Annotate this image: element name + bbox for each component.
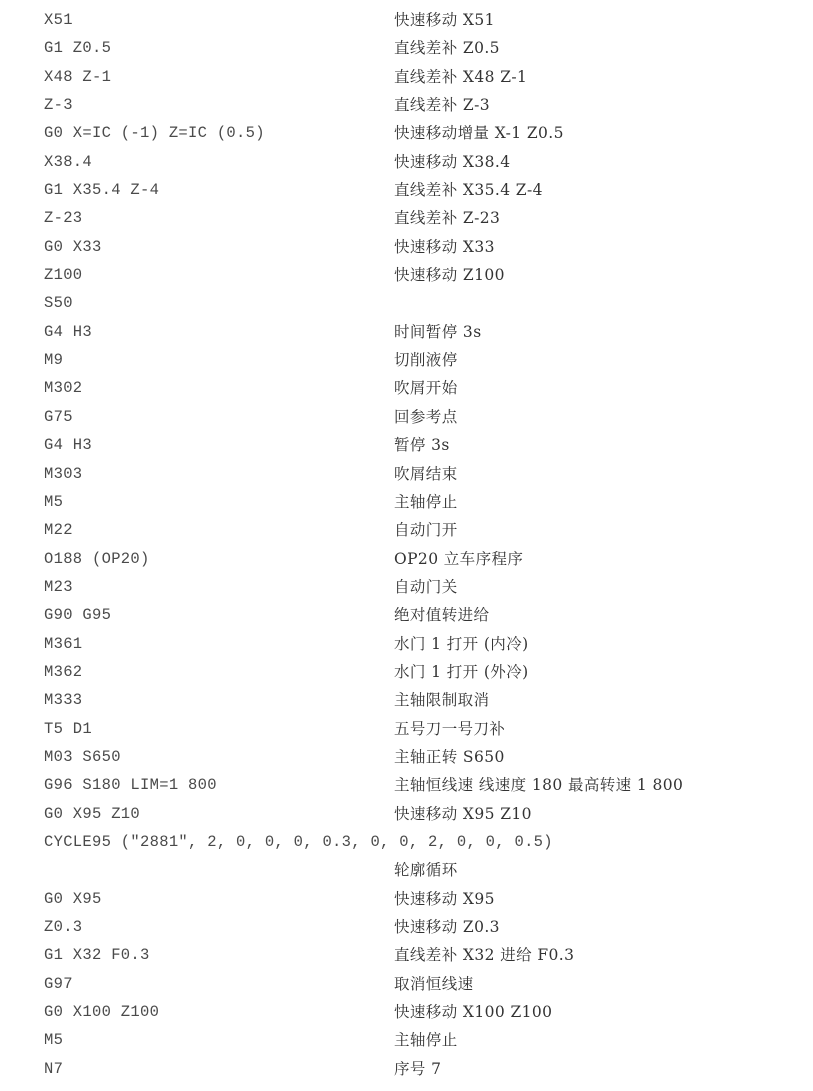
nc-code: N7: [44, 1059, 64, 1078]
nc-code: G90 G95: [44, 606, 112, 625]
program-line: [44, 545, 804, 573]
nc-comment: 主轴停止: [394, 492, 458, 511]
nc-comment: 快速移动 X95 Z10: [394, 804, 532, 823]
program-line: [44, 431, 804, 459]
nc-code: G4 H3: [44, 436, 93, 455]
nc-comment: 暂停 3s: [394, 436, 450, 455]
nc-code: G1 X32 F0.3: [44, 946, 150, 965]
nc-code: S50: [44, 294, 73, 313]
nc-code: G75: [44, 407, 73, 426]
program-line: [44, 289, 804, 317]
program-line: [44, 885, 804, 913]
nc-code: Z-3: [44, 96, 73, 115]
nc-comment: 主轴正转 S650: [394, 747, 505, 766]
nc-code: CYCLE95 ("2881", 2, 0, 0, 0, 0.3, 0, 0, 2, 0, 0, 0.5): [44, 832, 553, 851]
nc-comment: 序号 7: [394, 1059, 442, 1078]
nc-comment: 直线差补 X32 进给 F0.3: [394, 946, 575, 965]
nc-comment: 自动门关: [394, 577, 458, 596]
nc-code: G97: [44, 974, 73, 993]
nc-code: X48 Z-1: [44, 67, 112, 86]
program-line: [44, 63, 804, 91]
nc-comment: 直线差补 Z-23: [394, 209, 501, 228]
nc-code: Z0.3: [44, 918, 83, 936]
program-line: [44, 856, 804, 884]
nc-comment: 时间暂停 3s: [394, 322, 482, 341]
program-line: [44, 828, 804, 856]
nc-comment: 取消恒线速: [394, 974, 474, 993]
nc-comment: 主轴停止: [394, 1031, 458, 1050]
nc-code: M22: [44, 521, 73, 540]
program-line: [44, 233, 804, 261]
program-line: [44, 686, 804, 714]
program-line: [44, 176, 804, 204]
nc-code: G1 Z0.5: [44, 39, 112, 58]
nc-code: Z-23: [44, 209, 83, 228]
nc-comment: 轮廓循环: [394, 861, 458, 880]
nc-code: M5: [44, 492, 64, 511]
nc-code: T5 D1: [44, 719, 93, 738]
nc-code: G4 H3: [44, 322, 93, 341]
nc-comment: 快速移动 Z0.3: [394, 918, 500, 936]
nc-comment: 快速移动 X33: [394, 237, 495, 256]
nc-code: O188 (OP20): [44, 549, 150, 568]
nc-comment: 主轴限制取消: [394, 691, 490, 710]
nc-code: M9: [44, 351, 64, 370]
nc-comment: 直线差补 Z0.5: [394, 39, 500, 58]
program-line: [44, 941, 804, 969]
nc-code: M303: [44, 464, 83, 483]
nc-code: Z100: [44, 266, 83, 285]
nc-code: G0 X33: [44, 237, 102, 256]
nc-comment: 水门 1 打开 (外冷): [394, 662, 529, 681]
nc-comment: 切削液停: [394, 351, 458, 370]
nc-comment: 主轴恒线速 线速度 180 最高转速 1 800: [394, 776, 684, 795]
program-line: [44, 261, 804, 289]
program-line: [44, 658, 804, 686]
program-line: [44, 913, 804, 941]
nc-code: G1 X35.4 Z-4: [44, 181, 160, 200]
nc-comment: 快速移动 X95: [394, 889, 495, 908]
program-line: [44, 1055, 804, 1083]
nc-code: M333: [44, 691, 83, 710]
nc-comment: 吹屑结束: [394, 464, 458, 483]
nc-comment: 水门 1 打开 (内冷): [394, 634, 529, 653]
program-line: [44, 800, 804, 828]
nc-comment: 快速移动 Z100: [394, 266, 505, 285]
program-line: [44, 91, 804, 119]
nc-program-listing: [44, 6, 804, 1083]
program-line: [44, 34, 804, 62]
program-line: [44, 403, 804, 431]
program-line: [44, 715, 804, 743]
nc-code: G0 X100 Z100: [44, 1003, 160, 1022]
program-line: [44, 516, 804, 544]
program-line: [44, 148, 804, 176]
program-line: [44, 573, 804, 601]
nc-code: M302: [44, 379, 83, 398]
program-line: [44, 998, 804, 1026]
nc-comment: 快速移动 X38.4: [394, 152, 511, 171]
nc-comment: 直线差补 X48 Z-1: [394, 67, 528, 86]
nc-code: G0 X=IC (-1) Z=IC (0.5): [44, 124, 265, 143]
nc-comment: 直线差补 X35.4 Z-4: [394, 181, 543, 200]
nc-code: M362: [44, 662, 83, 681]
program-line: [44, 374, 804, 402]
program-line: [44, 119, 804, 147]
program-line: [44, 771, 804, 799]
program-line: [44, 743, 804, 771]
program-line: [44, 488, 804, 516]
nc-code: M361: [44, 634, 83, 653]
nc-comment: 快速移动增量 X-1 Z0.5: [394, 124, 564, 143]
nc-comment: 五号刀一号刀补: [394, 719, 506, 738]
nc-comment: OP20 立车序程序: [394, 549, 524, 568]
program-line: [44, 630, 804, 658]
nc-comment: 快速移动 X51: [394, 11, 495, 29]
nc-code: M23: [44, 577, 73, 596]
program-line: [44, 460, 804, 488]
program-line: [44, 1026, 804, 1054]
nc-comment: 快速移动 X100 Z100: [394, 1003, 553, 1022]
nc-code: M5: [44, 1031, 64, 1050]
nc-code: G0 X95: [44, 889, 102, 908]
nc-code: G0 X95 Z10: [44, 804, 141, 823]
program-line: [44, 318, 804, 346]
nc-comment: 直线差补 Z-3: [394, 96, 490, 115]
nc-comment: 绝对值转进给: [394, 606, 490, 625]
nc-code: M03 S650: [44, 747, 121, 766]
nc-comment: 自动门开: [394, 521, 458, 540]
nc-comment: 回参考点: [394, 407, 458, 426]
nc-comment: 吹屑开始: [394, 379, 458, 398]
program-line: [44, 601, 804, 629]
program-line: [44, 346, 804, 374]
program-line: [44, 204, 804, 232]
nc-code: X38.4: [44, 152, 93, 171]
nc-code: G96 S180 LIM=1 800: [44, 776, 217, 795]
program-line: [44, 970, 804, 998]
nc-code: X51: [44, 11, 73, 29]
program-line: [44, 6, 804, 34]
